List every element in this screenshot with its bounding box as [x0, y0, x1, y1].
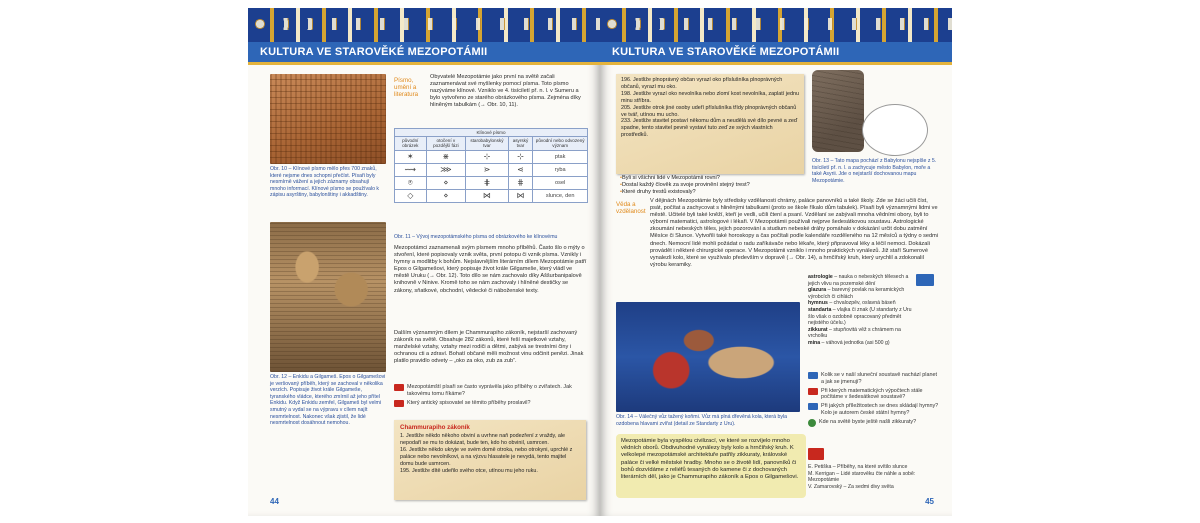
table-row [395, 189, 588, 202]
left-page [248, 8, 600, 516]
glossary [808, 274, 912, 347]
decorative-frieze [600, 8, 952, 42]
fig11-caption: Obr. 11 – Vývoj mezopotámského písma od obrázkového ke klínovému [394, 234, 558, 240]
law-questions [620, 175, 806, 197]
glossary-item: glazura – barevný povlak na keramických výrobcích či cihlách [808, 287, 905, 300]
page-number: 44 [270, 497, 279, 506]
flag-icon [808, 372, 818, 379]
question-text: Při jakých příležitostech se dnes skládají hymny? Kolo je autorem české státní hymny? [821, 403, 939, 416]
law-item: 233. Jestliže stavitel postaví někomu dům a neudělá své dílo pevné a zeď spadne, tento stavitel pevně vystaví tuto zeď ze svých vlastních prostředků. [621, 118, 798, 139]
glyph-cell: ⊹ [466, 150, 508, 163]
table-row [395, 176, 588, 189]
glyph-cell: ⋕ [508, 176, 533, 189]
glyph-cell: ⟿ [395, 163, 427, 176]
side-questions [808, 372, 940, 429]
flag-icon [808, 403, 818, 410]
col-header: asyrský tvar [508, 137, 533, 150]
col-header: původní obrázek [395, 137, 427, 150]
section-label-science: Věda a vzdělanost [616, 201, 646, 216]
glossary-item: standarta – vlajka či znak (U standarty z Uru šlo však o ozdobně opracovaný předmět nejistého účelu.) [808, 306, 912, 327]
glyph-cell: ⍟ [395, 176, 427, 189]
law-item: 196. Jestliže plnoprávný občan vyrazí oko příslušníka plnoprávných občanů, vyrazí mu oko. [621, 77, 783, 90]
glossary-item: hymnus – chvalozpěv, oslavná báseň [808, 300, 896, 307]
gilgamesh-relief-image [270, 222, 386, 372]
globe-icon [808, 419, 816, 427]
books-stack-icon [808, 448, 824, 460]
intro-text: Obyvatelé Mezopotámie jako první na světě začali zaznamenávat své myšlenky pomocí písma. Toto písmo nazýváme klínové. Vzniklo ve 4. tisíciletí př. n. l. v Sumeru a bylo vytvořeno ze starého obrázkového písma. Zejména díky hliněným tabulkám (→ Obr. 10, 11). [430, 74, 581, 109]
fig10-caption: Obr. 10 – Klínové písmo mělo přes 700 znaků, které nejsme dnes schopni přečíst. Písaři byly nesmírně vážení a jejich záznamy obsahují mnoho informací. Klínové písmo se používalo k zápisu asyrštiny, babylonštiny i akkadštiny. [270, 166, 379, 199]
glyph-cell: ⋄ [426, 189, 466, 202]
map-diagram [862, 104, 928, 156]
speech-bubble-icon [394, 400, 404, 407]
glyph-cell: ⊹ [508, 150, 533, 163]
chapter-title: KULTURA VE STAROVĚKÉ MEZOPOTÁMII [248, 42, 600, 62]
law-item: 205. Jestliže otrok jiné osoby udeří příslušníka třídy plnoprávných občanů ve tvář, utínou mu ucho. [621, 104, 797, 118]
reading-item: E. Petiška – Příběhy, na které svítilo slunce [808, 464, 908, 470]
glyph-cell: ⋄ [426, 176, 466, 189]
table-row [395, 163, 588, 176]
law-excerpt-box [394, 420, 586, 500]
glyph-cell: ✶ [395, 150, 427, 163]
table-row [395, 150, 588, 163]
decorative-frieze [248, 8, 600, 42]
war-chariot-image [616, 302, 800, 412]
meaning-cell: ryba [533, 163, 588, 176]
question-item [808, 419, 940, 427]
glyph-cell: ⋖ [508, 163, 533, 176]
discussion-questions [394, 384, 588, 409]
question-item [394, 384, 588, 398]
glyph-cell: ⋕ [466, 176, 508, 189]
glossary-item: astrologie – nauka o nebeských tělesech a jejich vlivu na pozemské dění [808, 274, 909, 287]
reading-item: V. Zamarovský – Za sedmi divy světa [808, 483, 894, 490]
fig14-caption: Obr. 14 – Válečný vůz tažený koňmi. Vůz má plná dřevěná kola, která byla ozdobena hlavami zvířat (detail ze Standarty z Uru). [616, 414, 787, 427]
cuneiform-tablet-image [270, 74, 386, 164]
meaning-cell: slunce, den [533, 189, 588, 202]
meaning-cell: osel [533, 176, 588, 189]
reading-list [808, 464, 940, 490]
question-item [394, 400, 588, 407]
law-item: 198. Jestliže vyrazí oko nevolníka nebo zlomí kost nevolníka, zaplatí jednu minu stříbra. [621, 90, 799, 104]
question-text: Při kterých matematických výpočtech stále počítáme v šedesátkové soustavě? [821, 387, 923, 401]
col-header: otočení v pozdější fázi [426, 137, 466, 150]
law-intro-text: Dalším významným dílem je Chammurapiho zákoník, nejstarší zachovaný zákoník na světě. Obsahuje 282 zákonů, které řeší majetkové vztahy, manželské vztahy, vztahy mezi rodiči a dětmi, zabývá se trestními činy i ochranou cti a zdraví. Bohatí občané měli možnost vinu odčinit penězi. Jinak platilo pravidlo odvety – „oko za oko, zub za zub“. [394, 330, 584, 365]
page-number: 45 [925, 497, 934, 506]
question-text: Který antický spisovatel se těmito příběhy proslavil? [407, 399, 531, 406]
glyph-cell: ⋙ [426, 163, 466, 176]
question-text: Kolik se v naší sluneční soustavě nachází planet a jak se jmenují? [821, 372, 937, 385]
glossary-item: zikkurat – stupňovitá věž s chrámem na vrcholku [808, 326, 901, 340]
open-textbook [248, 8, 952, 516]
reading-item: M. Kerrigan – Lidé starověku čte náhle a sobě: Mezopotámie [808, 470, 916, 484]
chapter-title: KULTURA VE STAROVĚKÉ MEZOPOTÁMII [600, 42, 952, 62]
glyph-cell: ⋗ [466, 163, 508, 176]
glyph-cell: ⋇ [426, 150, 466, 163]
law-item: 1. Jestliže někdo někoho obviní a uvrhne naň podezření z vraždy, ale nepodaří se mu to dokázat, bude ten, kdo ho obvinil, usmrcen. [400, 433, 566, 446]
glyph-cell: ◇ [395, 189, 427, 202]
right-page [600, 8, 952, 516]
law-item: 195. Jestliže dítě udeřilo svého otce, utínou mu jeho ruku. [400, 467, 538, 474]
table-group-header: Klínové písmo [395, 129, 588, 137]
speech-bubble-icon [394, 384, 404, 391]
babylonian-map-tablet-image [812, 70, 864, 152]
bullet-question: • Dostal každý člověk za svoje provinění stejný trest? [620, 182, 806, 189]
literature-text: Mezopotámci zaznamenali svým písmem mnoho příběhů. Často šlo o mýty o stvoření, které popisovaly vznik světa, první potopu či vznik písma. Vznikly i hymny a modlitby k bohům. Nejslavnějším literárním dílem Mezopotámie patří Epos o Gilgamešovi, který popisuje život krále Gilgameše, který vládl ve městě Uruku (→ Obr. 12). Toto dílo se nám zachovalo díky Aššurbanipalově knihovně v Ninive. Kromě toho se nám zachovaly i hlíněné destičky se zákony, sňatkové, obchodní, vědecké či náboženské texty. [394, 245, 587, 294]
bullet-question: • Které druhy trestů existovaly? [620, 189, 806, 196]
question-item [808, 403, 940, 417]
fig13-caption: Obr. 13 – Tato mapa pochází z Babylonu nejspíše z 5. tisíciletí př. n. l. a zachycuje město Babylon, moře a také Asyrii. Jde o nejstarší dochovanou mapu Mezopotámie. [812, 158, 937, 184]
col-header: původní nebo odvozený význam [533, 137, 588, 150]
glyph-cell: ⋈ [508, 189, 533, 202]
glyph-cell: ⋈ [466, 189, 508, 202]
meaning-cell: ptak [533, 150, 588, 163]
flag-icon [808, 388, 818, 395]
bullet-question: • Byli si všichni lidé v Mezopotámii rovni? [620, 175, 806, 182]
summary-box: Mezopotámie byla vyspělou civilizací, ve které se rozvíjelo mnoho vědních oborů. Obdivuhodné vynálezy byly kolo a hrnčířský kruh. K velkolepé mezopotámské architektuře patřily zikkuraty, královské paláce či velké městské hradby. Mnoho se o životě lidí, panovníků či bohů dozvídáme z reliéfů tesaných do kamene či z dochovaných literárních děl, jako je Chammurapiho zákoník a Epos o Gilgamešovi. [616, 434, 806, 498]
question-text: Kde na světě byste ještě našli zikkuraty? [819, 418, 917, 425]
law-item: 16. Jestliže někdo ukryje ve svém domě otroka, nebo otrokyni, uprchlé z paláce nebo nevolníkovi, a na výzvu hlasatele je nevydá, tento majitel domu bude usmrcen. [400, 446, 573, 467]
cuneiform-table [394, 128, 588, 203]
open-book-icon [916, 274, 934, 286]
law-box-title: Chammurapiho zákoník [400, 424, 470, 431]
fig12-caption: Obr. 12 – Enkidu a Gilgameš. Epos o Gilgamešovi je veršovaný příběh, který se zachoval v několika verzích. Popisuje život krále Gilgameše, tyranského vládce, kterého zmírnil až jeho přítel Enkidu. Když Enkidu zemřel, Gilgameš byl velmi smutný a vydal se na výpravu v cílem najít nesmrtelnost. Nakonec však zjistil, že lidé nesmrtelnost dosáhnout nemohou. [270, 374, 386, 427]
question-item [808, 372, 940, 386]
question-item [808, 388, 940, 402]
col-header: starobabylonský tvar [466, 137, 508, 150]
section-label-writing: Písmo, umění a literatura [394, 77, 419, 99]
question-text: Mezopotámští písaři se často vyprávěla jako příběhy o zvířatech. Jak takovému tomu říkáme? [407, 384, 572, 397]
law-excerpt-continued [616, 74, 804, 174]
science-text: V dějinách Mezopotámie byly středisky vzdělanosti chrámy, paláce panovníků a také školy. Zde se žáci učili číst, psát, počítat a zachycovat s hliněnými tabulkami (proto se škole říkalo dům tabulek). Písaři byli významnými lidmi ve městě. Učitelé byli také kněží, kteří je vedli, učili čtení a psaní. Vzdělaní se zabývali mnoha vědními obory, byli to výborní matematici, astrologové i lékaři. V Mezopotámii používali nejprve šedesátkovou soustavu. Astrologické zkoumání nebeských těles, jejich pozorování a studium nebeské dráhy pomáhalo v dokázání určit dobu zatmění Měsíce či Slunce. Vytvořili také horoskopy a čas počítali podle kalendáře rozděleného na 12 měsíců a týdny o sedmi dnech. Nemocní lidé mohli požádat o radu zaříkávače nebo lékaře, který připravoval léky a léčil nemoci. Dokázali provádět i některé chirurgické operace. V Mezopotámii vzniklo i mnoho praktických vynálezů. Již staří Sumerové vynalezli kolo, které se využívalo především v dopravě (→ Obr. 14), a hrnčířský kruh, který urychlil a zdokonalil výrobu keramiky. [650, 198, 939, 268]
glossary-item: mina – váhová jednotka (asi 500 g) [808, 339, 890, 346]
